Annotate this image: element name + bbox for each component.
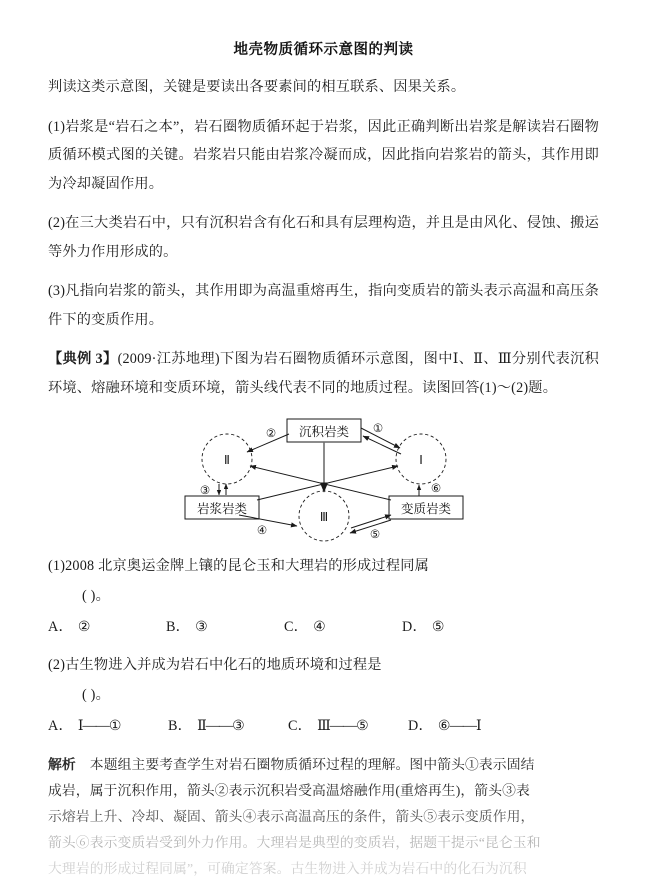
circle-label-three: Ⅲ [319,510,328,524]
option-d-label: D． [408,718,433,734]
question-2-stem: (2)古生物进入并成为岩石中化石的地质环境和过程是 [48,657,382,673]
example-paragraph [48,345,599,402]
option-b-label: B． [166,619,191,635]
intro-paragraph: 判读这类示意图，关键是要读出各要素间的相互联系、因果关系。 [48,79,466,95]
point-3-paragraph: (3)凡指向岩浆的箭头，其作用即为高温重熔再生，指向变质岩的箭头表示高温和高压条件下的变质作用。 [48,283,599,328]
analysis-line-1 [48,752,599,778]
question-1-option-b[interactable] [166,613,284,641]
point-2-paragraph: (2)在三大类岩石中，只有沉积岩含有化石和具有层理构造，并且是由风化、侵蚀、搬运等外力作用形成的。 [48,215,599,260]
option-a-text: ② [77,619,91,635]
arrow-label-1: ① [372,423,383,435]
analysis-line-5: 大理岩的形成过程同属”，可确定答案。古生物进入并成为岩石中的化石为沉积 [48,861,527,876]
example-stem: 下图为岩石圈物质循环示意图，图中Ⅰ、Ⅱ、Ⅲ分别代表沉积环境、熔融环境和变质环境，箭头线代表不同的地质过程。读图回答(1)～(2)题。 [48,351,599,396]
question-2-options [48,712,599,740]
question-1-blank: ( )。 [82,588,110,604]
option-b-label: B． [168,718,193,734]
question-1-options [48,613,599,641]
question-2-option-a[interactable] [48,712,168,740]
point-1-paragraph: (1)岩浆是“岩石之本”，岩石圈物质循环起于岩浆，因此正确判断出岩浆是解读岩石圈物质循环模式图的关键。岩浆岩只能由岩浆冷凝而成，因此指向岩浆岩的箭头，其作用即为冷却凝固作用。 [48,118,599,192]
example-source: (2009·江苏地理) [117,351,220,367]
analysis-line-3: 示熔岩上升、冷却、凝固、箭头④表示高温高压的条件，箭头⑤表示变质作用， [48,809,535,824]
question-1-stem: (1)2008 北京奥运金牌上镶的昆仑玉和大理岩的形成过程同属 [48,558,429,574]
analysis-line-2: 成岩，属于沉积作用，箭头②表示沉积岩受高温熔融作用(重熔再生)，箭头③表 [48,783,530,798]
arrow-label-5: ⑤ [369,529,380,541]
analysis-block [48,752,599,882]
box-label-metamorphic: 变质岩类 [400,502,451,516]
document-body [48,73,599,882]
option-a-label: A． [48,718,73,734]
circle-label-two: Ⅱ [223,453,230,467]
option-c-text: Ⅲ——⑤ [317,718,368,734]
analysis-line-4: 箭头⑥表示变质岩受到外力作用。大理岩是典型的变质岩，据题干提示“昆仑玉和 [48,835,541,850]
arrow-label-2: ② [265,428,276,440]
rock-cycle-diagram [179,412,469,542]
option-b-text: ③ [195,619,208,635]
arrow-label-4: ④ [256,525,267,537]
question-2-option-d[interactable] [408,712,528,740]
box-label-sedimentary: 沉积岩类 [298,425,349,439]
option-c-text: ④ [313,619,326,635]
question-1-option-c[interactable] [284,613,402,641]
option-a-label: A． [48,619,73,635]
box-label-magmatic: 岩浆岩类 [196,502,247,516]
question-1-option-a[interactable] [48,613,166,641]
option-d-text: ⑤ [431,619,445,635]
question-2-blank: ( )。 [82,687,110,703]
circle-label-one: Ⅰ [418,453,423,467]
option-d-label: D． [402,619,427,635]
option-c-label: C． [288,718,313,734]
option-d-text: ⑥——Ⅰ [437,718,481,734]
analysis-label: 解析 [48,757,76,772]
analysis-text-1: 本题组主要考查学生对岩石圈物质循环过程的理解。图中箭头①表示固结 [89,757,535,772]
question-2-option-c[interactable] [288,712,408,740]
option-c-label: C． [284,619,309,635]
option-b-text: Ⅱ——③ [197,718,244,734]
option-a-text: Ⅰ——① [77,718,121,734]
page-title: 地壳物质循环示意图的判读 [233,42,414,58]
example-label: 【典例 3】 [48,351,118,367]
arrow-label-3: ③ [199,485,210,497]
question-2-option-b[interactable] [168,712,288,740]
arrow-label-6: ⑥ [430,483,441,495]
question-1-option-d[interactable] [402,613,520,641]
